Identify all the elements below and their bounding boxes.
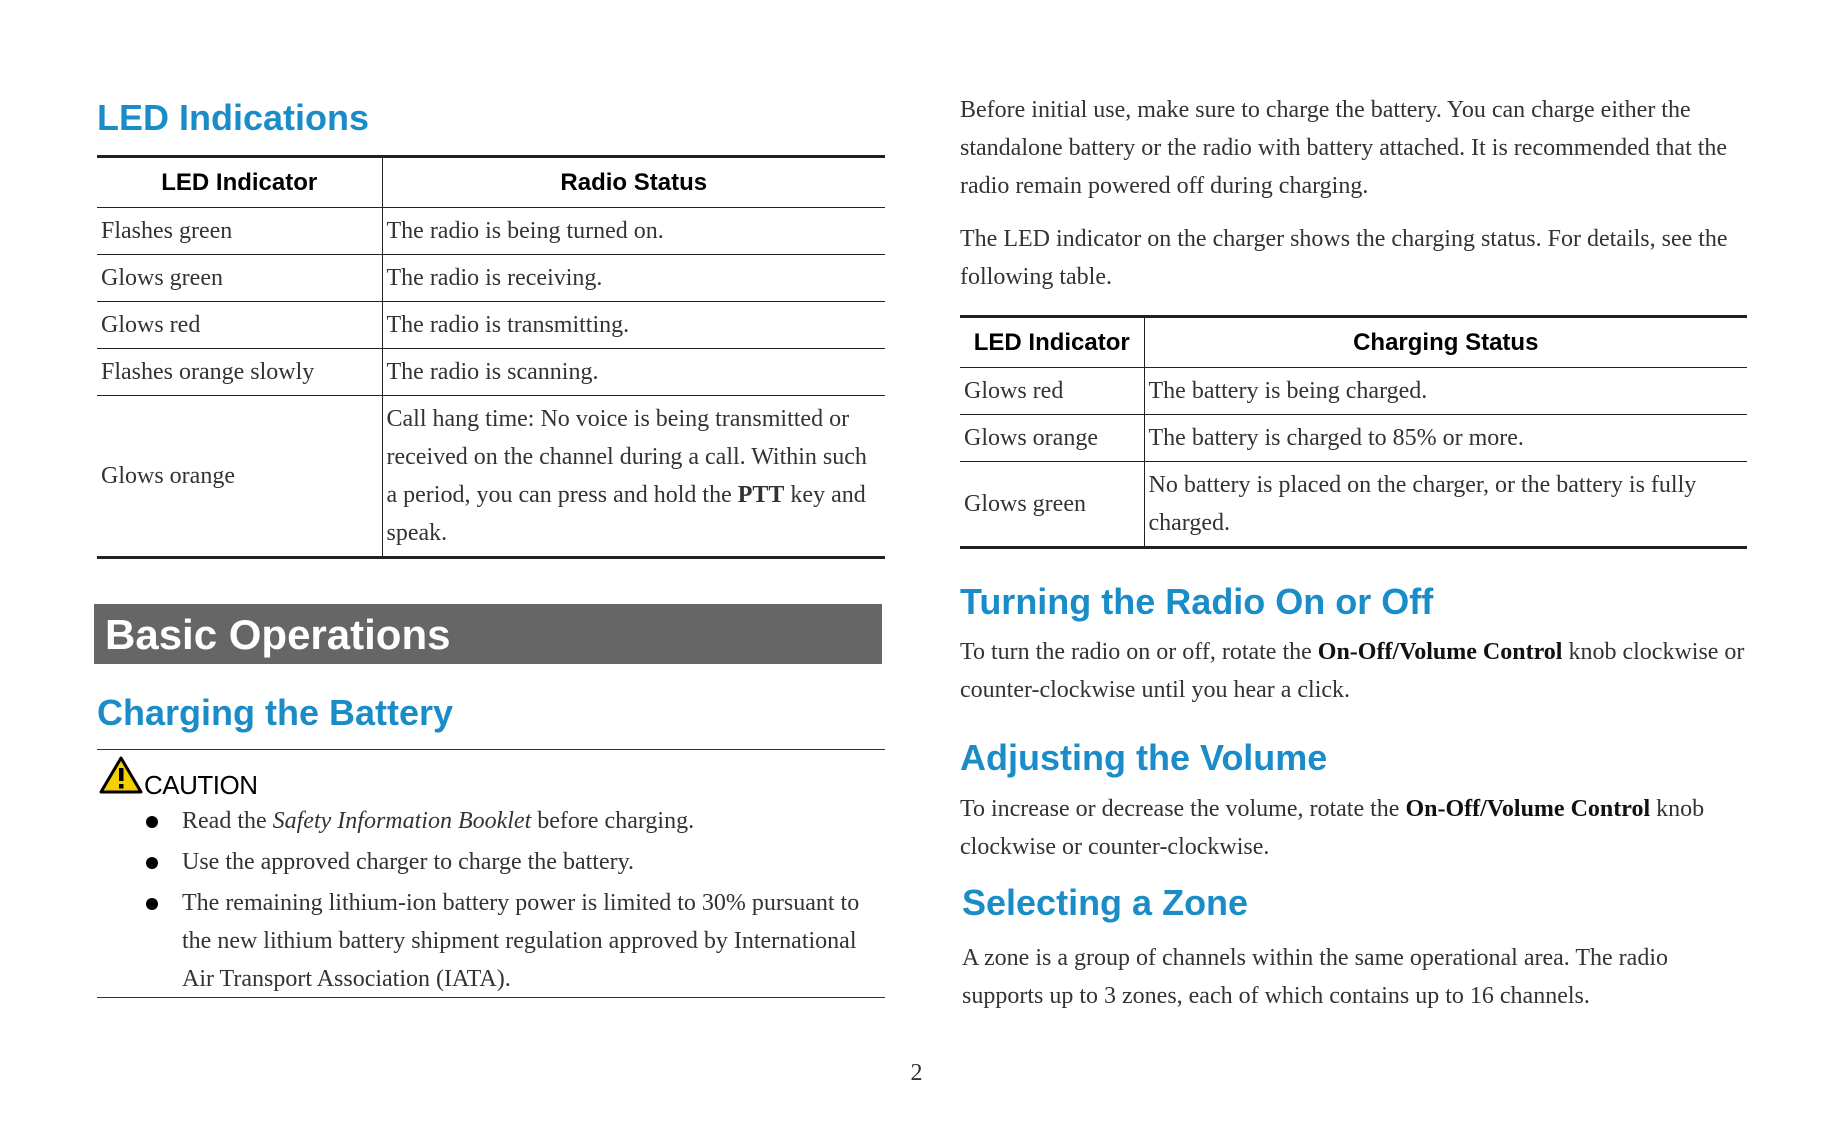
charging-status-cell: The battery is charged to 85% or more. <box>1148 425 1524 451</box>
booklet-title: Safety Information Booklet <box>272 808 532 834</box>
list-item: The remaining lithium-ion battery power is limited to 30% pursuant to the new lithium battery shipment regulation approved by International Air Transport Association (IATA). <box>97 884 885 998</box>
led-indicator-cell: Glows green <box>960 462 1144 548</box>
control-knob-label: On-Off/Volume Control <box>1317 639 1563 665</box>
led-indicator-cell: Glows green <box>97 255 382 302</box>
warning-triangle-icon <box>99 756 143 799</box>
table-row <box>960 368 1747 415</box>
led-indicator-cell: Glows orange <box>97 396 382 558</box>
column-header-charging-status: Charging Status <box>1353 328 1539 356</box>
charging-status-table <box>960 315 1747 549</box>
column-header-led-indicator: LED Indicator <box>97 157 382 208</box>
radio-status-cell: The radio is being turned on. <box>386 218 664 244</box>
status-text: Call hang time: No voice is being transmitted or received on the channel during a call. Within such a period, you can press and hold the <box>386 406 867 508</box>
charging-intro-paragraph: Before initial use, make sure to charge the battery. You can charge either the standalone battery or the radio with battery attached. It is recommended that the radio remain powered off during charging. <box>960 97 1728 199</box>
radio-status-cell: The radio is transmitting. <box>386 312 630 338</box>
led-indicator-cell: Flashes green <box>97 208 382 255</box>
table-row <box>97 255 885 302</box>
caution-bottom-rule <box>97 997 885 998</box>
list-item <box>97 802 885 840</box>
bullet-text: before charging. <box>531 808 695 834</box>
selecting-zone-heading: Selecting a Zone <box>962 882 1249 923</box>
charging-status-cell: No battery is placed on the charger, or the battery is fully charged. <box>1148 472 1697 536</box>
caution-label <box>99 756 258 799</box>
control-knob-label: On-Off/Volume Control <box>1405 796 1651 822</box>
table-header-row <box>960 317 1747 368</box>
volume-paragraph <box>960 790 1747 866</box>
table-row <box>97 208 885 255</box>
caution-text: CAUTION <box>144 770 258 800</box>
charger-led-paragraph: The LED indicator on the charger shows the charging status. For details, see the following table. <box>960 226 1728 290</box>
caution-top-rule <box>97 749 885 750</box>
led-indicator-cell: Glows red <box>960 368 1144 415</box>
paragraph-text: To increase or decrease the volume, rotate the <box>960 796 1406 822</box>
table-row <box>960 415 1747 462</box>
adjusting-volume-heading: Adjusting the Volume <box>960 737 1328 778</box>
paragraph-text: knob clockwise or counter-clockwise. <box>960 796 1705 860</box>
paragraph-text: knob clockwise or counter-clockwise until you hear a click. <box>960 639 1745 703</box>
table-row <box>960 462 1747 548</box>
bullet-text: Read the <box>182 808 273 834</box>
column-header-radio-status: Radio Status <box>560 168 708 196</box>
table-header-row <box>97 157 885 208</box>
led-indicator-cell: Glows orange <box>960 415 1144 462</box>
column-header-led-indicator: LED Indicator <box>960 317 1144 368</box>
caution-bullet-list <box>97 802 885 1001</box>
basic-operations-banner: Basic Operations <box>94 604 882 664</box>
led-indicator-cell: Glows red <box>97 302 382 349</box>
radio-status-cell: The radio is receiving. <box>386 265 603 291</box>
led-indicator-cell: Flashes orange slowly <box>97 349 382 396</box>
radio-status-cell <box>382 396 885 558</box>
led-radio-status-table <box>97 155 885 559</box>
list-item: Use the approved charger to charge the battery. <box>97 843 885 881</box>
zone-paragraph: A zone is a group of channels within the same operational area. The radio supports up to 3 zones, each of which contains up to 16 channels. <box>962 945 1668 1009</box>
turning-radio-on-off-heading: Turning the Radio On or Off <box>960 581 1434 622</box>
on-off-paragraph <box>960 633 1747 709</box>
page-number: 2 <box>910 1060 923 1086</box>
led-indications-heading: LED Indications <box>97 97 370 138</box>
table-row <box>97 302 885 349</box>
status-text: key and speak. <box>386 482 866 546</box>
table-row <box>97 349 885 396</box>
paragraph-text: To turn the radio on or off, rotate the <box>960 639 1318 665</box>
table-row <box>97 396 885 558</box>
charging-status-cell: The battery is being charged. <box>1148 378 1428 404</box>
ptt-key-label: PTT <box>737 482 785 508</box>
radio-status-cell: The radio is scanning. <box>386 359 599 385</box>
charging-battery-heading: Charging the Battery <box>97 692 454 733</box>
